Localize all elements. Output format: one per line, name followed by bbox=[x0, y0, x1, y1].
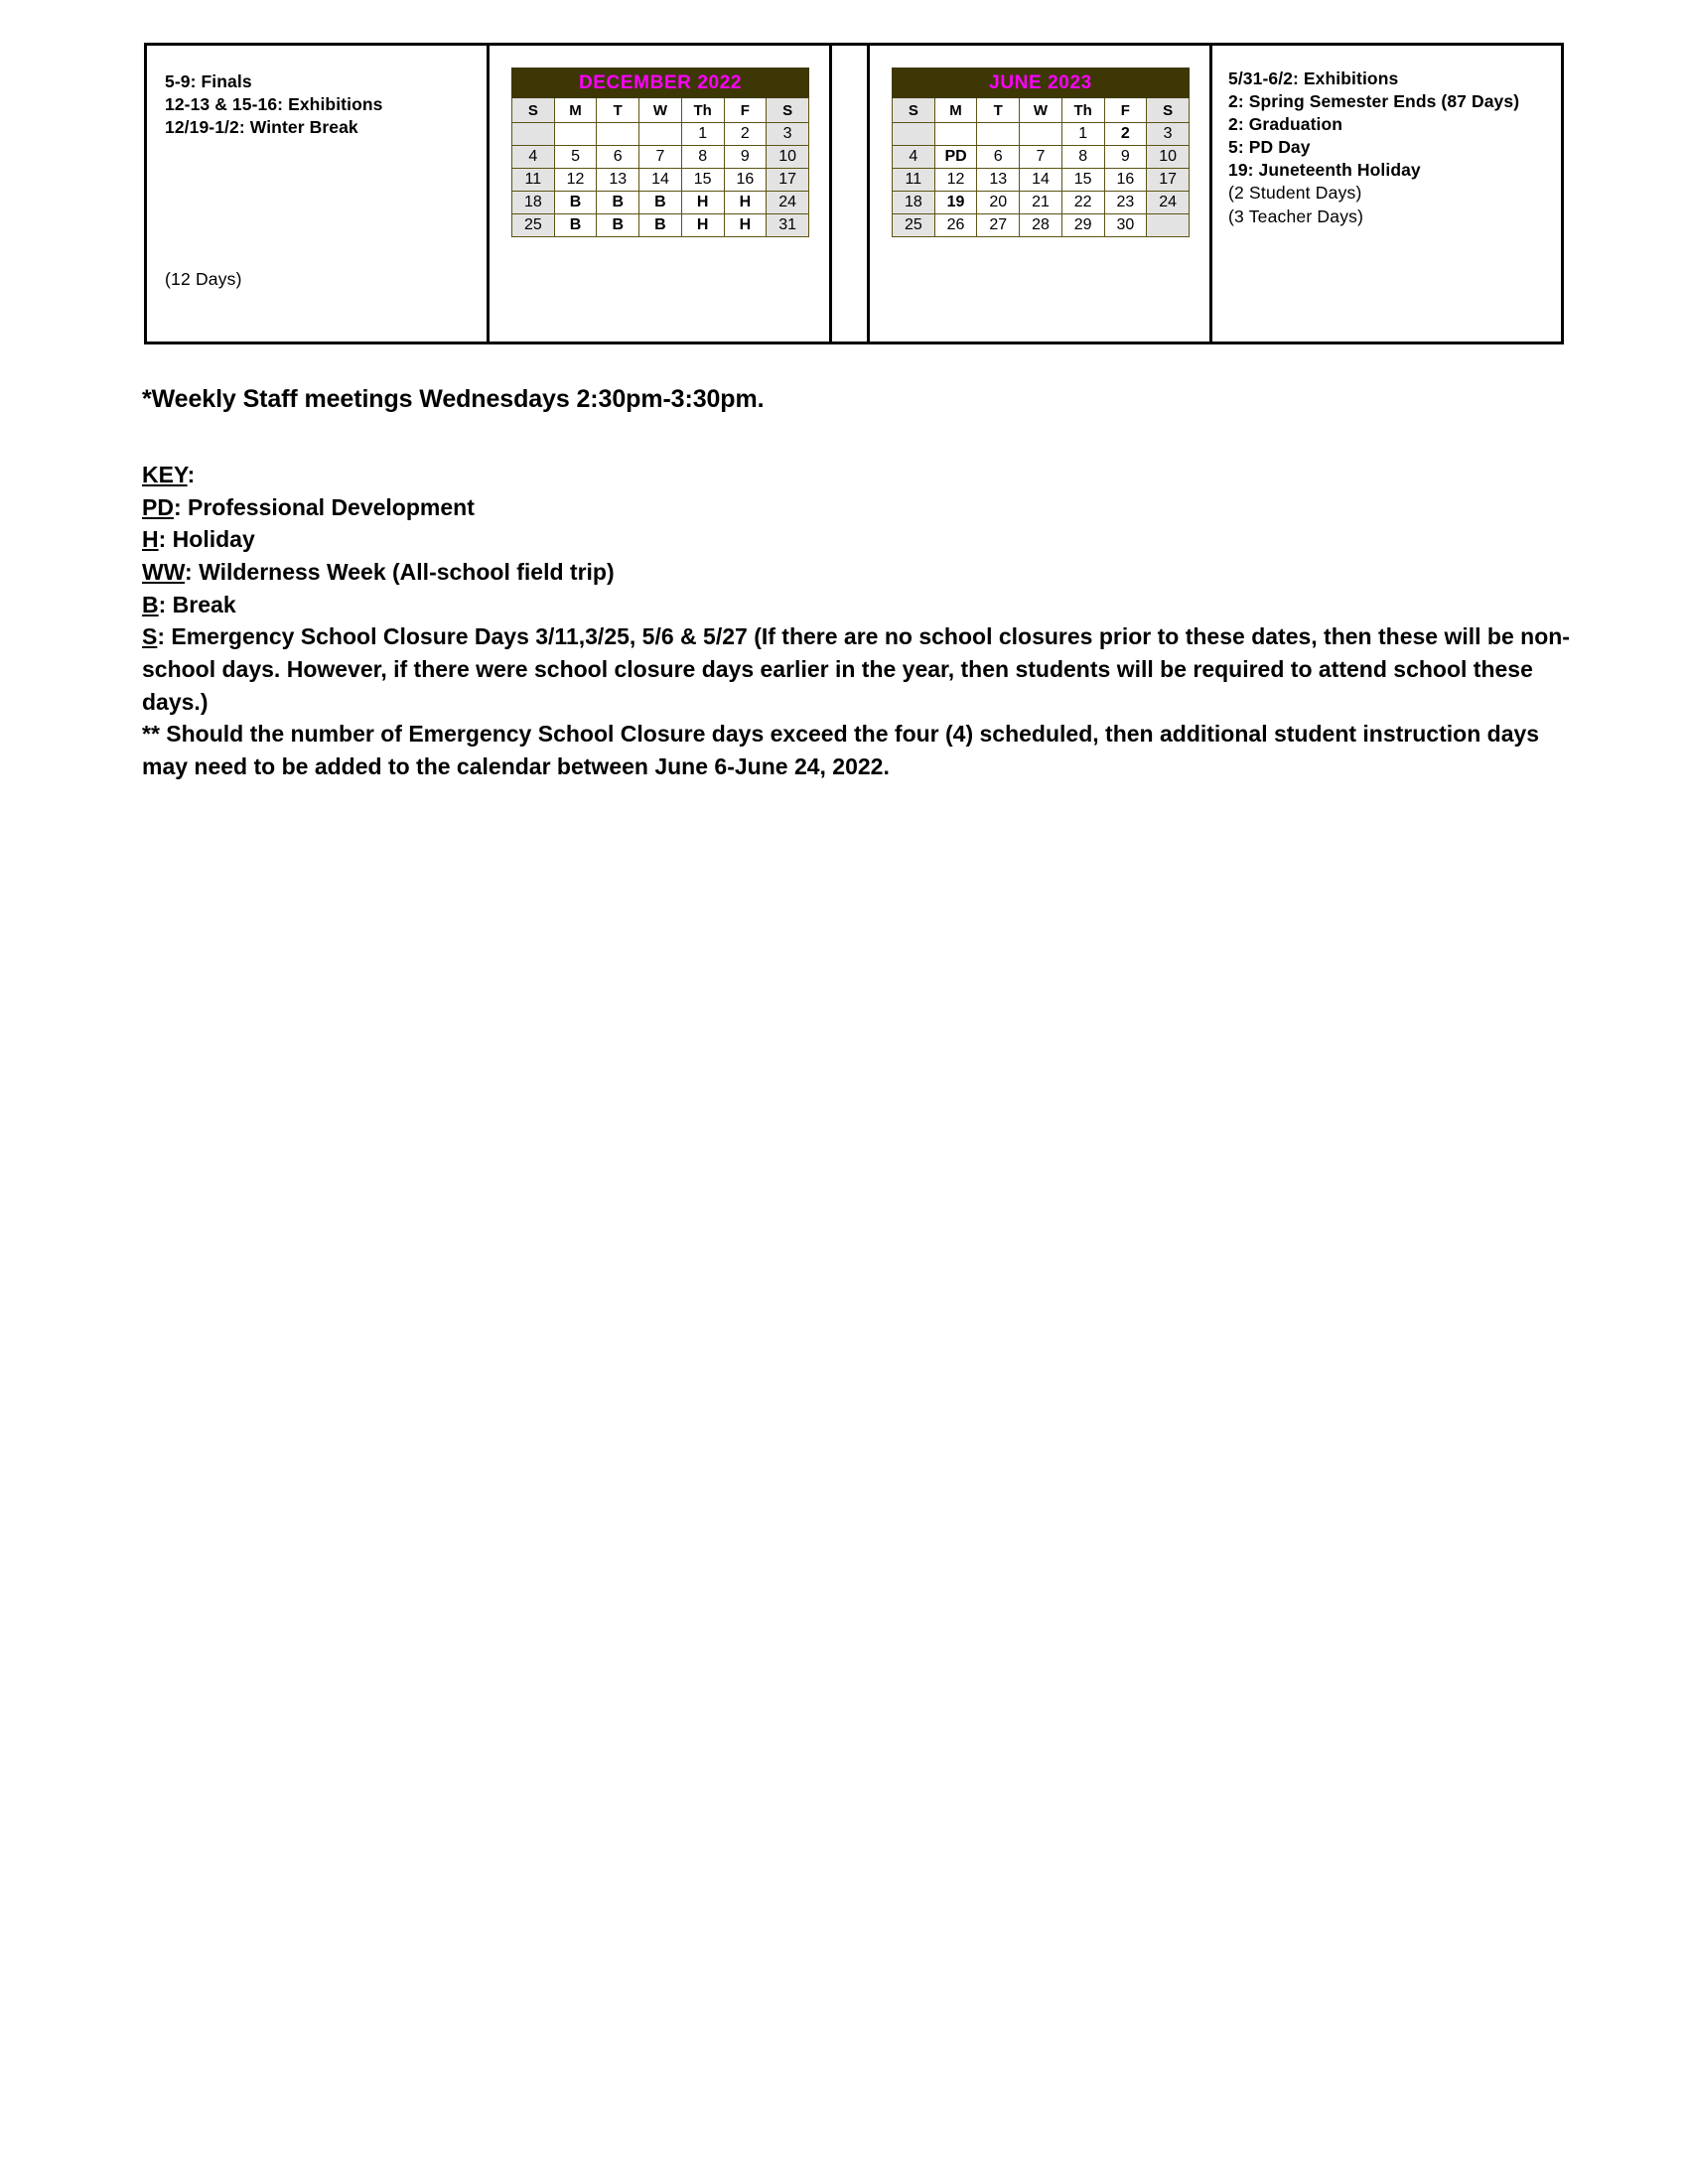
calendar-day-cell bbox=[512, 123, 555, 146]
calendar-day-cell: 16 bbox=[1104, 169, 1147, 192]
day-of-week-header: M bbox=[554, 98, 597, 123]
calendar-week-row bbox=[512, 214, 809, 237]
calendar-day-cell: 21 bbox=[1020, 192, 1062, 214]
calendar-day-cell: B bbox=[639, 214, 682, 237]
calendar-day-cell: 24 bbox=[767, 192, 809, 214]
right-note-line: 5/31-6/2: Exhibitions bbox=[1228, 68, 1399, 88]
calendar-day-cell: 26 bbox=[934, 214, 977, 237]
calendar-day-cell: 9 bbox=[724, 146, 767, 169]
calendar-day-cell: 12 bbox=[554, 169, 597, 192]
calendar-day-cell: 20 bbox=[977, 192, 1020, 214]
key-abbr-ww: WW bbox=[142, 558, 186, 585]
calendar-day-cell: 29 bbox=[1061, 214, 1104, 237]
calendar-day-cell: 12 bbox=[934, 169, 977, 192]
calendar-day-cell: 7 bbox=[639, 146, 682, 169]
key-heading bbox=[142, 459, 1582, 491]
key-abbr-s: S bbox=[142, 623, 158, 650]
calendar-day-cell: 3 bbox=[767, 123, 809, 146]
calendar-day-cell: PD bbox=[934, 146, 977, 169]
day-of-week-header: W bbox=[1020, 98, 1062, 123]
key-text-s: : Emergency School Closure Days 3/11,3/25, 5/6 & 5/27 (If there are no school closures prior to these dates, then these will be non-school days. However, if there were school closure days earlier in the year, then students will be required to attend school these days.) bbox=[142, 623, 1570, 715]
calendar-week-row bbox=[893, 169, 1190, 192]
right-notes-cell bbox=[1212, 46, 1560, 341]
calendar-day-cell: 7 bbox=[1020, 146, 1062, 169]
calendar-week-row bbox=[512, 169, 809, 192]
key-entry-pd bbox=[142, 491, 1582, 524]
calendar-day-cell: 2 bbox=[1104, 123, 1147, 146]
calendar-day-cell: 13 bbox=[977, 169, 1020, 192]
calendar-day-cell: 18 bbox=[512, 192, 555, 214]
calendar-day-cell: 15 bbox=[1061, 169, 1104, 192]
calendar-week-row bbox=[893, 192, 1190, 214]
calendar-day-cell: 19 bbox=[934, 192, 977, 214]
right-note-student-days: (2 Student Days) bbox=[1228, 183, 1362, 204]
calendar-day-cell: B bbox=[554, 214, 597, 237]
calendar-title-row bbox=[512, 68, 809, 98]
day-of-week-header: S bbox=[893, 98, 935, 123]
calendar-day-cell bbox=[1020, 123, 1062, 146]
calendar-day-cell: 11 bbox=[512, 169, 555, 192]
calendar-week-row bbox=[893, 146, 1190, 169]
calendar-day-cell: 6 bbox=[597, 146, 639, 169]
calendar-day-cell: 15 bbox=[681, 169, 724, 192]
day-of-week-header: F bbox=[724, 98, 767, 123]
day-of-week-header: Th bbox=[681, 98, 724, 123]
calendar-day-cell: 17 bbox=[767, 169, 809, 192]
calendar-day-cell: 5 bbox=[554, 146, 597, 169]
calendar-day-cell: 6 bbox=[977, 146, 1020, 169]
calendar-day-cell bbox=[639, 123, 682, 146]
calendar-day-cell: 4 bbox=[893, 146, 935, 169]
calendar-day-cell: 30 bbox=[1104, 214, 1147, 237]
calendar-week-row bbox=[893, 123, 1190, 146]
calendar-day-cell: 10 bbox=[1147, 146, 1190, 169]
calendar-day-cell: 14 bbox=[1020, 169, 1062, 192]
key-text-ww: : Wilderness Week (All-school field trip) bbox=[185, 558, 615, 585]
calendar-day-cell: 13 bbox=[597, 169, 639, 192]
calendar-day-cell: 18 bbox=[893, 192, 935, 214]
calendar-day-cell: 3 bbox=[1147, 123, 1190, 146]
calendar-day-cell: B bbox=[597, 214, 639, 237]
key-abbr-pd: PD bbox=[142, 493, 174, 520]
spacer-cell bbox=[832, 46, 870, 341]
calendar-day-cell bbox=[977, 123, 1020, 146]
key-entry-h bbox=[142, 523, 1582, 556]
staff-meeting-note: *Weekly Staff meetings Wednesdays 2:30pm-3:30pm. bbox=[142, 385, 765, 413]
calendar-title-row bbox=[893, 68, 1190, 98]
key-entry-b bbox=[142, 589, 1582, 621]
day-of-week-header: F bbox=[1104, 98, 1147, 123]
calendar-week-row bbox=[512, 123, 809, 146]
calendar-day-cell: 9 bbox=[1104, 146, 1147, 169]
december-calendar-cell bbox=[490, 46, 832, 341]
key-text-b: : Break bbox=[158, 591, 236, 617]
calendar-dow-row bbox=[512, 98, 809, 123]
left-note-line: 12-13 & 15-16: Exhibitions bbox=[165, 94, 383, 115]
mini-calendar-june bbox=[892, 68, 1190, 237]
calendar-day-cell: 24 bbox=[1147, 192, 1190, 214]
day-of-week-header: W bbox=[639, 98, 682, 123]
calendar-day-cell bbox=[1147, 214, 1190, 237]
calendar-day-cell: 27 bbox=[977, 214, 1020, 237]
key-legend-block bbox=[142, 459, 1582, 783]
calendar-day-cell: B bbox=[639, 192, 682, 214]
calendar-day-cell: 11 bbox=[893, 169, 935, 192]
right-note-line: 19: Juneteenth Holiday bbox=[1228, 160, 1421, 181]
calendar-day-cell bbox=[934, 123, 977, 146]
day-of-week-header: T bbox=[977, 98, 1020, 123]
calendar-day-cell: 28 bbox=[1020, 214, 1062, 237]
calendar-day-cell: 22 bbox=[1061, 192, 1104, 214]
calendar-week-row bbox=[512, 192, 809, 214]
calendar-day-cell: H bbox=[681, 192, 724, 214]
key-abbr-h: H bbox=[142, 526, 159, 553]
key-heading-colon: : bbox=[187, 462, 196, 487]
left-days-count: (12 Days) bbox=[165, 269, 242, 289]
calendar-day-cell: 4 bbox=[512, 146, 555, 169]
calendar-day-cell: B bbox=[597, 192, 639, 214]
left-note-line: 5-9: Finals bbox=[165, 71, 252, 91]
calendar-day-cell bbox=[893, 123, 935, 146]
day-of-week-header: S bbox=[512, 98, 555, 123]
calendar-day-cell: 8 bbox=[1061, 146, 1104, 169]
calendar-strip-table bbox=[144, 43, 1564, 344]
calendar-day-cell: 25 bbox=[512, 214, 555, 237]
calendar-day-cell: 1 bbox=[681, 123, 724, 146]
calendar-day-cell: 17 bbox=[1147, 169, 1190, 192]
right-note-line: 5: PD Day bbox=[1228, 137, 1311, 158]
calendar-dow-row bbox=[893, 98, 1190, 123]
month-title: JUNE 2023 bbox=[893, 68, 1190, 98]
calendar-day-cell: 10 bbox=[767, 146, 809, 169]
day-of-week-header: M bbox=[934, 98, 977, 123]
day-of-week-header: Th bbox=[1061, 98, 1104, 123]
key-entry-ww bbox=[142, 556, 1582, 589]
calendar-day-cell: 8 bbox=[681, 146, 724, 169]
calendar-day-cell: 23 bbox=[1104, 192, 1147, 214]
day-of-week-header: S bbox=[1147, 98, 1190, 123]
calendar-day-cell: 16 bbox=[724, 169, 767, 192]
left-note-line: 12/19-1/2: Winter Break bbox=[165, 117, 358, 138]
calendar-day-cell: 14 bbox=[639, 169, 682, 192]
day-of-week-header: S bbox=[767, 98, 809, 123]
calendar-week-row bbox=[893, 214, 1190, 237]
key-heading-label: KEY bbox=[142, 462, 188, 487]
mini-calendar-december bbox=[511, 68, 809, 237]
key-text-h: : Holiday bbox=[158, 526, 255, 553]
key-entry-s bbox=[142, 620, 1582, 718]
key-footnote: ** Should the number of Emergency School Closure days exceed the four (4) scheduled, then additional student instruction days may need to be added to the calendar between June 6-June 24, 2022. bbox=[142, 721, 1540, 779]
calendar-day-cell: H bbox=[724, 192, 767, 214]
calendar-day-cell: 31 bbox=[767, 214, 809, 237]
right-note-line: 2: Graduation bbox=[1228, 114, 1343, 135]
right-note-line: 2: Spring Semester Ends (87 Days) bbox=[1228, 91, 1520, 112]
calendar-day-cell: 1 bbox=[1061, 123, 1104, 146]
right-note-teacher-days: (3 Teacher Days) bbox=[1228, 205, 1364, 226]
calendar-day-cell bbox=[554, 123, 597, 146]
day-of-week-header: T bbox=[597, 98, 639, 123]
calendar-day-cell bbox=[597, 123, 639, 146]
left-notes-cell bbox=[147, 46, 490, 341]
key-text-pd: : Professional Development bbox=[173, 493, 475, 520]
june-calendar-cell bbox=[870, 46, 1212, 341]
calendar-day-cell: H bbox=[681, 214, 724, 237]
calendar-day-cell: 2 bbox=[724, 123, 767, 146]
key-abbr-b: B bbox=[142, 591, 159, 617]
calendar-day-cell: B bbox=[554, 192, 597, 214]
month-title: DECEMBER 2022 bbox=[512, 68, 809, 98]
calendar-week-row bbox=[512, 146, 809, 169]
calendar-day-cell: H bbox=[724, 214, 767, 237]
calendar-day-cell: 25 bbox=[893, 214, 935, 237]
